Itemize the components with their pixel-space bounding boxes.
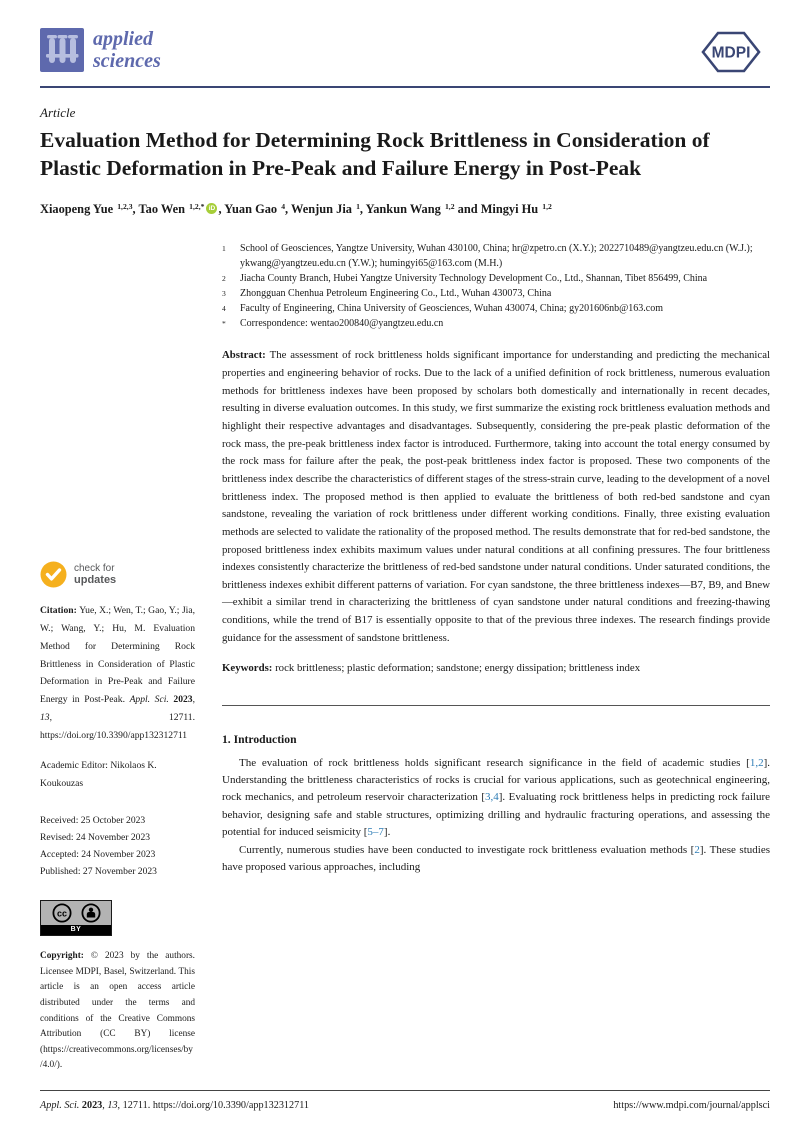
text-segment: ]. Understanding the brittleness characteristics of rocks is crucial for various applications, such as geotechnical engineering, rock mechanics, and petroleum reservoir characterization [ [222,756,770,804]
page-footer [40,1090,770,1111]
check-for-updates-button[interactable] [40,561,195,588]
text-segment: Appl. Sci. [129,694,174,706]
text-segment: The assessment of rock brittleness holds significant importance for understanding and predicting the mechanical properties and engineering behavior of rocks. Due to the lack of a unified definition of rock brittleness, numerous evaluation methods for brittleness indexes have been proposed by scholars both domestically and internationally in recent decades, resulting in diverse evaluation outcomes. In this study, we first summarize the existing rock brittleness evaluation methods and highlight their respective advantages and disadvantages. Subsequently, considering the pre-peak plastic deformation of the rock mass, the pre-peak brittleness index factor is introduced. Furthermore, taking into account the total energy consumed by the rock mass for failure after the peak, the post-peak brittleness index factor is proposed. These two components of the brittleness index describe the characteristics of different stages of the stress-strain curve, leading to the development of a novel brittleness index. The proposed method is then applied to evaluate the brittleness of both red-bed sandstone and cyan sandstone, revealing the variation of rock brittleness under different working conditions. Finally, three existing evaluation methods are selected to validate the rationality of the proposed method. The results demonstrate that for red-bed sandstone, the proposed brittleness index exhibits maximum values under natural conditions at all confining pressures. The four brittleness indexes consistently characterize the brittleness of red-bed sandstone under natural conditions. Under saturated conditions, the brittleness indexes exhibit different patterns of variation. For cyan sandstone, the three brittleness indexes—B7, B9, and Bnew—exhibit a similar trend in characterizing the brittleness of cyan sandstone under natural conditions and freezing-thawing conditions, while the trend of B17 is essentially opposite to that of the previous three indexes. The research findings provide guidance for the assessment of sandstone brittleness. [222,349,770,644]
copyright-notice [40,949,195,1074]
cc-icon [52,903,72,923]
section-heading-introduction: 1. Introduction [222,732,297,746]
article-type-label: Article [40,105,76,120]
affiliation-marker: 2 [222,273,226,283]
text-segment: Abstract: [222,349,270,362]
text-segment: , Wenjun Jia [285,201,356,216]
text-segment: Citation: [40,605,80,617]
text-segment: 13 [40,711,50,723]
text-segment: Appl. Sci. [40,1100,82,1111]
authors-line [40,200,770,219]
affiliations-list [222,241,770,331]
cc-by-label: BY [41,925,111,935]
affiliation-item [222,286,770,301]
doi-link[interactable]: https://doi.org/10.3390/app132312711 [152,1100,310,1111]
affiliation-item [222,241,770,271]
text-segment: , 12711. [117,1100,153,1111]
attribution-person-icon [81,903,101,923]
left-sidebar [40,241,195,1074]
text-segment: ]. Evaluating rock brittleness helps in predicting rock failure behavior, designing safe and stable structures, optimizing drilling and hydraulic fracturing operations, and assessing the potential for induced seismicity [ [222,791,770,839]
affiliation-marker: 3 [222,288,226,298]
correspondence-text: Correspondence: wentao200840@yangtzeu.edu.cn [240,318,444,330]
text-segment: ]. [383,826,391,839]
abstract [222,347,770,647]
affiliation-marker: * [222,318,226,328]
text-segment: 1,2,* [189,202,205,212]
check-badge-line1: check for [74,563,115,575]
text-segment: , [102,1100,108,1111]
text-segment: and Mingyi Hu [454,201,542,216]
mdpi-logo[interactable] [692,28,770,76]
license-link[interactable]: https://creativecommons.org/licenses/by/4.0/ [40,1044,193,1071]
text-segment: 2023 [81,1100,103,1111]
content-area [40,241,770,1074]
text-segment: 4 [281,202,286,212]
journal-logo-group[interactable] [40,28,161,72]
text-segment: 13 [107,1100,118,1111]
section-separator [222,705,770,706]
cc-by-license-badge[interactable] [40,900,112,936]
citation-block [40,602,195,744]
text-segment: , 12711. [49,711,195,723]
journal-header [40,28,770,88]
applied-sciences-logo-icon [40,28,84,72]
journal-name-line2: sciences [93,49,161,72]
text-segment: Keywords: [222,662,276,675]
text-segment: © 2023 by the authors. Licensee MDPI, Basel, Switzerland. This article is an open access article distributed under the terms and conditions of the Creative Commons Attribution (CC BY) license ( [40,951,195,1055]
published-date: Published: 27 November 2023 [40,866,157,878]
journal-wordmark [93,29,161,72]
affiliation-text: Zhongguan Chenhua Petroleum Engineering Co., Ltd., Wuhan 430073, China [240,288,552,300]
text-segment: 1,2,3 [117,202,133,212]
footer-citation [40,1100,309,1111]
check-icon [40,561,67,588]
text-segment: , [192,694,195,706]
affiliation-item [222,316,770,331]
check-badge-text [74,563,116,587]
intro-paragraph-1 [222,755,770,842]
text-segment: Xiaopeng Yue [40,201,117,216]
text-segment: ). [56,1060,63,1071]
text-segment: 1 [356,202,360,212]
text-segment: The evaluation of rock brittleness holds significant research significance in the field of academic studies [ [239,756,750,769]
citation-ref[interactable]: 5–7 [367,826,384,839]
footer-journal-url[interactable]: https://www.mdpi.com/journal/applsci [613,1100,770,1111]
text-segment: Copyright: [40,951,91,962]
citation-ref[interactable]: 2 [694,843,700,856]
cc-by-icons [41,901,111,925]
svg-text:cc: cc [56,908,67,919]
affiliation-text: Faculty of Engineering, China University of Geosciences, Wuhan 430074, China; gy201606nb@163.com [240,303,663,315]
orcid-icon[interactable]: iD [206,203,217,214]
text-segment: ]. These studies have proposed various approaches, including [222,843,770,873]
intro-paragraph-2 [222,842,770,877]
mdpi-logo-text: MDPI [711,44,751,62]
citation-ref[interactable]: 3,4 [485,791,499,804]
text-segment: , Yankun Wang [359,201,444,216]
affiliation-marker: 4 [222,303,226,313]
received-date: Received: 25 October 2023 [40,814,146,826]
keywords [222,660,770,677]
article-history [40,812,195,880]
main-column [222,241,770,1074]
check-badge-line2: updates [74,574,117,587]
accepted-date: Accepted: 24 November 2023 [40,849,156,861]
affiliation-item [222,271,770,286]
affiliation-marker: 1 [222,243,226,253]
journal-name-line1: applied [93,28,153,50]
text-segment: 2023 [173,694,193,706]
text-segment: 1,2 [444,202,455,212]
page-title: Evaluation Method for Determining Rock Brittleness in Consideration of Plastic Deformation in Pre-Peak and Failure Energy in Post-Peak [40,128,710,180]
text-segment: Yue, X.; Wen, T.; Gao, Y.; Jia, W.; Wang, Y.; Hu, M. Evaluation Method for Determining Rock Brittleness in Consideration of Plastic Deformation in Pre-Peak and Failure Energy in Post-Peak. [40,605,195,706]
doi-link[interactable]: https://doi.org/10.3390/app132312711 [40,729,188,741]
citation-ref[interactable]: 1,2 [749,756,764,769]
text-segment: 1,2 [542,202,552,212]
revised-date: Revised: 24 November 2023 [40,831,151,843]
text-segment: rock brittleness; plastic deformation; sandstone; energy dissipation; brittleness index [275,662,641,675]
affiliation-text: Jiacha County Branch, Hubei Yangtze University Technology Development Co., Ltd., Shannan, Tibet 856499, China [240,273,708,285]
text-segment: , Tao Wen [132,201,189,216]
affiliation-text: School of Geosciences, Yangtze University, Wuhan 430100, China; hr@zpetro.cn (X.Y.); 2022710489@yangtzeu.edu.cn (W.J.); ykwang@yangtzeu.edu.cn (Y.W.); humingyi65@163.com (M.H.) [240,243,753,270]
academic-editor: Academic Editor: Nikolaos K. Koukouzas [40,760,157,789]
text-segment: Currently, numerous studies have been conducted to investigate rock brittleness evaluation methods [ [239,843,695,856]
text-segment: , Yuan Gao [218,201,281,216]
affiliation-item [222,301,770,316]
